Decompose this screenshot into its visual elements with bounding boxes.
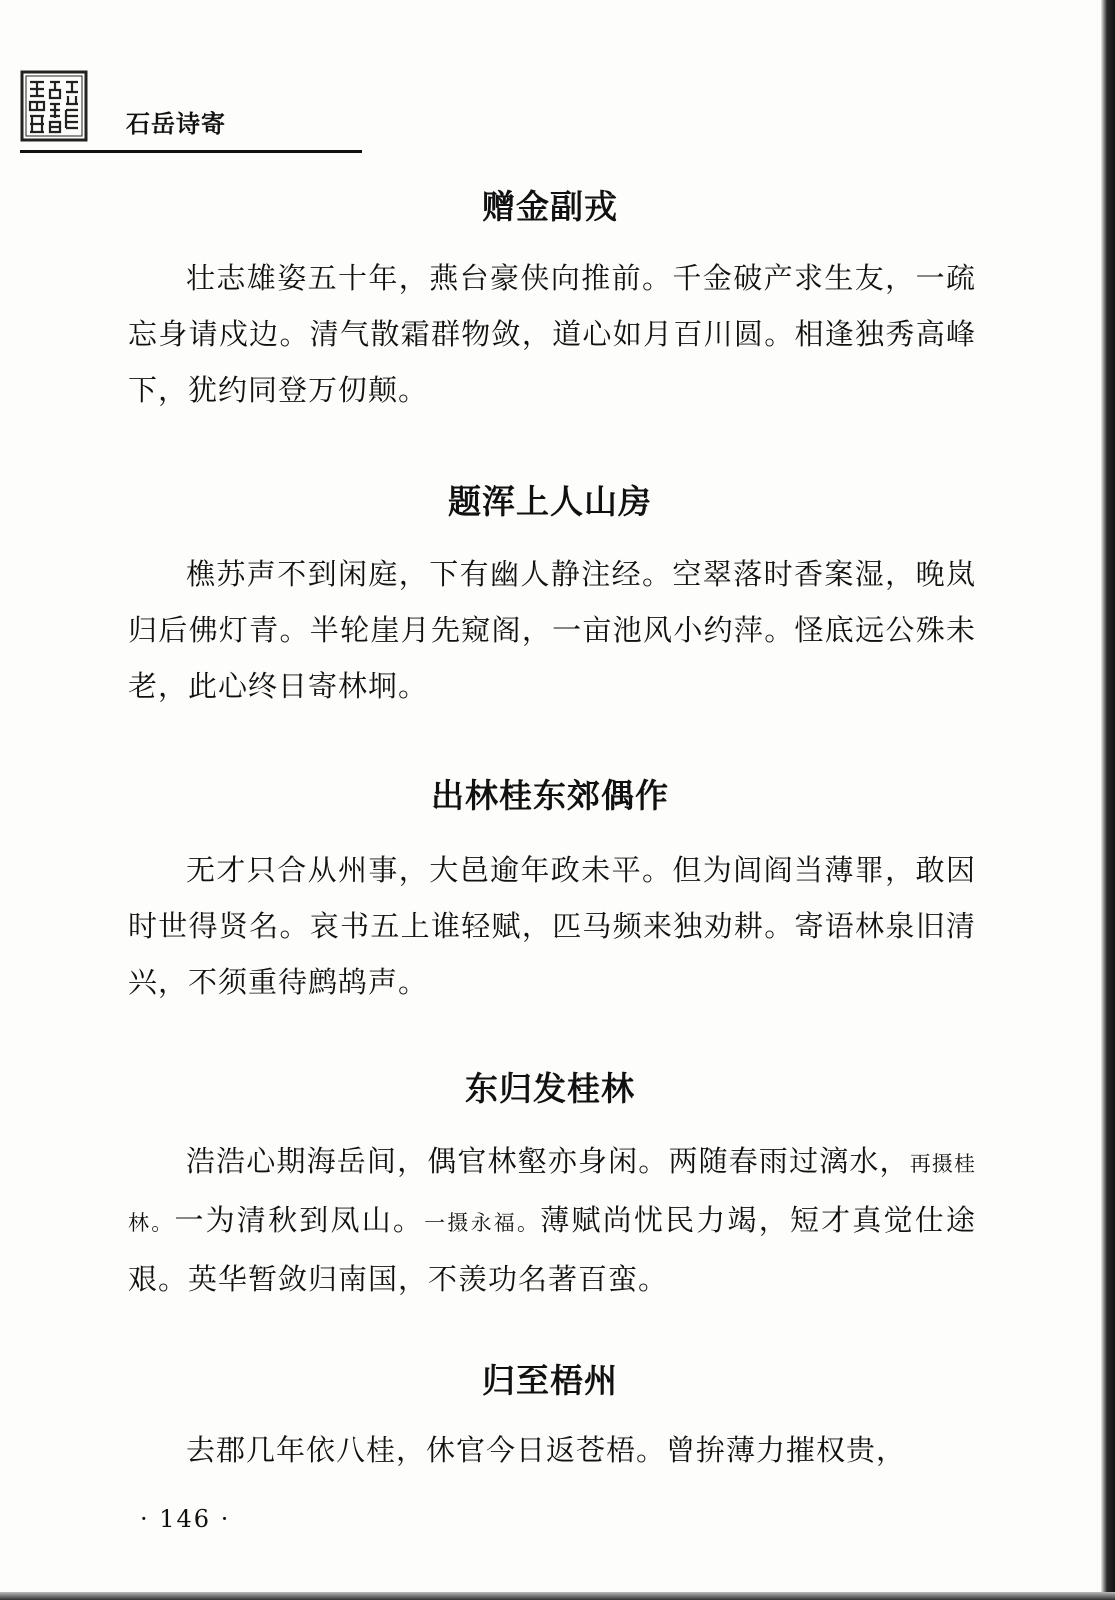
poem-title: 题浑上人山房 xyxy=(448,482,652,521)
seal-stamp-icon xyxy=(20,70,88,142)
poem-body: 壮志雄姿五十年，燕台豪侠向推前。千金破产求生友，一疏忘身请戍边。清气散霜群物敛，道心如月百川圆。相逢独秀高峰下，犹约同登万仞颠。 xyxy=(128,261,976,407)
page-bottom-edge xyxy=(0,1592,1115,1600)
page-number: · 146 · xyxy=(140,1505,231,1533)
poem-title: 东归发桂林 xyxy=(465,1069,635,1108)
poem-text: 浩浩心期海岳间，偶官林壑亦身闲。两随春雨过漓水， xyxy=(186,1144,910,1178)
running-head: 石岳诗寄 xyxy=(126,110,226,138)
poem-title: 出林桂东郊偶作 xyxy=(431,776,669,815)
poem-body: 去郡几年依八桂，休官今日返苍梧。曾拚薄力摧权贵， xyxy=(186,1433,907,1467)
poem-title: 赠金副戎 xyxy=(482,187,618,226)
poem-body: 无才只合从州事，大邑逾年政未平。但为闾阎当薄罪，敢因时世得贤名。哀书五上谁轻赋，匹马频来独劝耕。寄语林泉旧清兴，不须重待鹧鸪声。 xyxy=(128,853,976,999)
poem-title: 归至梧州 xyxy=(482,1361,618,1400)
poem-body xyxy=(128,1133,976,1307)
poem-body: 樵苏声不到闲庭，下有幽人静注经。空翠落时香案湿，晚岚归后佛灯青。半轮崖月先窥阁，一亩池风小约萍。怪底远公殊未老，此心终日寄林坰。 xyxy=(128,557,976,703)
poem-note: 一摄永福。 xyxy=(424,1211,541,1235)
page-edge-shadow xyxy=(1101,0,1115,1600)
poem-note: 再摄桂林。 xyxy=(128,1152,976,1235)
poem-text: 一为清秋到凤山。 xyxy=(174,1203,425,1237)
header-rule xyxy=(20,150,362,153)
poem-text: 薄赋尚忧民力竭，短才真觉仕途艰。英华暂敛归南国，不羡功名著百蛮。 xyxy=(128,1203,977,1296)
